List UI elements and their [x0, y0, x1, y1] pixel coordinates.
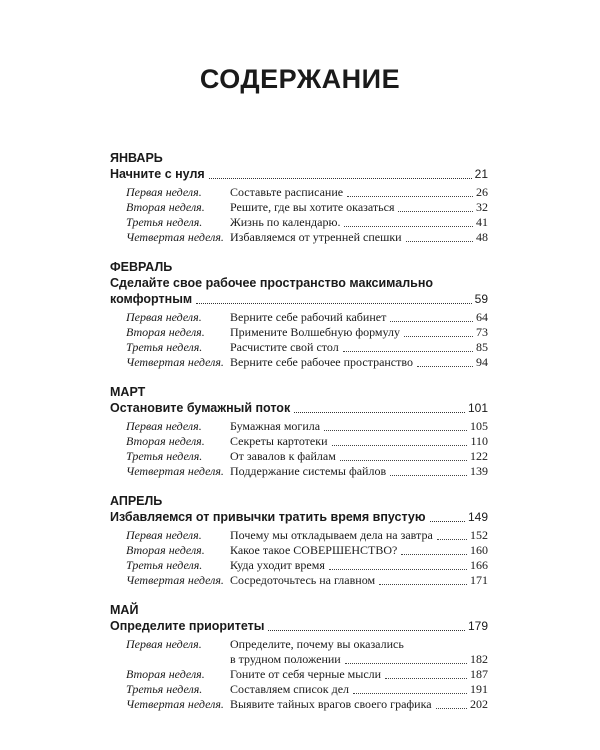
dot-leader: [406, 230, 473, 242]
page-number: 94: [476, 355, 488, 369]
lesson-title: Гоните от себя черные мысли: [230, 667, 382, 681]
section-january: [110, 150, 488, 245]
lesson-title: Выявите тайных врагов своего графика: [230, 697, 432, 711]
toc-row[interactable]: [110, 528, 488, 543]
dot-leader: [430, 509, 465, 522]
week-label: Третья неделя.: [126, 558, 203, 572]
page-number: 48: [476, 230, 488, 244]
dot-leader: [404, 325, 473, 337]
dot-leader: [329, 558, 467, 570]
dot-leader: [196, 291, 472, 304]
page-number: 182: [470, 652, 488, 666]
toc-row[interactable]: [110, 200, 488, 215]
lesson-title: Верните себе рабочий кабинет: [230, 310, 387, 324]
dot-leader: [385, 667, 467, 679]
page-number: 26: [476, 185, 488, 199]
dot-leader: [332, 434, 468, 446]
page-number: 21: [474, 167, 488, 181]
lesson-title: Поддержание системы файлов: [230, 464, 387, 478]
lesson-title: Примените Волшебную формулу: [230, 325, 400, 339]
week-label: Первая неделя.: [126, 528, 202, 542]
chapter-title-line1[interactable]: Сделайте свое рабочее пространство максимально: [110, 276, 434, 290]
lesson-title: Куда уходит время: [230, 558, 325, 572]
lesson-title: Составляем список дел: [230, 682, 350, 696]
toc-row[interactable]: [110, 573, 488, 588]
lesson-title: Составьте расписание: [230, 185, 344, 199]
toc-row[interactable]: [110, 697, 488, 712]
dot-leader: [417, 355, 473, 367]
page-number: 122: [470, 449, 488, 463]
section-february: [110, 259, 488, 370]
chapter-entry[interactable]: [110, 509, 488, 525]
page-number: 110: [470, 434, 488, 448]
page-number: 59: [474, 292, 488, 306]
week-label: Первая неделя.: [126, 419, 202, 433]
dot-leader: [379, 573, 467, 585]
toc-row[interactable]: [110, 543, 488, 558]
page-number: 64: [476, 310, 488, 324]
dot-leader: [353, 682, 467, 694]
week-label: Вторая неделя.: [126, 543, 205, 557]
page-number: 139: [470, 464, 488, 478]
dot-leader: [294, 400, 465, 413]
page-title: СОДЕРЖАНИЕ: [199, 64, 401, 94]
toc-row[interactable]: [110, 230, 488, 245]
dot-leader: [344, 215, 473, 227]
dot-leader: [390, 464, 467, 476]
chapter-title-line2: комфортным: [110, 292, 193, 306]
section-may: [110, 602, 488, 712]
week-label: Вторая неделя.: [126, 667, 205, 681]
week-label: Третья неделя.: [126, 449, 203, 463]
week-label: Первая неделя.: [126, 637, 202, 651]
week-label: Четвертая неделя.: [126, 355, 224, 369]
lesson-title: От завалов к файлам: [230, 449, 336, 463]
page-number: 160: [470, 543, 488, 557]
week-label: Третья неделя.: [126, 215, 203, 229]
lesson-title: Жизнь по календарю.: [230, 215, 341, 229]
lesson-title: Секреты картотеки: [230, 434, 328, 448]
dot-leader: [324, 419, 467, 431]
dot-leader: [401, 543, 467, 555]
toc-row[interactable]: [110, 464, 488, 479]
month-heading: АПРЕЛЬ: [110, 494, 163, 508]
month-heading: МАЙ: [110, 603, 139, 617]
page-number: 85: [476, 340, 488, 354]
dot-leader: [343, 340, 473, 352]
section-march: [110, 384, 488, 479]
dot-leader: [345, 652, 467, 664]
month-heading: ЯНВАРЬ: [110, 151, 163, 165]
week-label: Вторая неделя.: [126, 434, 205, 448]
week-label: Четвертая неделя.: [126, 464, 224, 478]
week-label: Вторая неделя.: [126, 325, 205, 339]
table-of-contents: [110, 150, 488, 726]
page-number: 105: [470, 419, 488, 433]
chapter-entry[interactable]: [110, 166, 488, 182]
toc-row[interactable]: [110, 558, 488, 573]
chapter-entry[interactable]: [110, 291, 488, 307]
lesson-title: Избавляемся от утренней спешки: [230, 230, 402, 244]
lesson-title: Какое такое СОВЕРШЕНСТВО?: [230, 543, 398, 557]
toc-row[interactable]: [110, 355, 488, 370]
page-number: 32: [476, 200, 488, 214]
toc-row[interactable]: [110, 667, 488, 682]
toc-row[interactable]: [110, 185, 488, 200]
month-heading: МАРТ: [110, 385, 146, 399]
page-number: 41: [476, 215, 488, 229]
page-number: 149: [467, 510, 488, 524]
dot-leader: [390, 310, 473, 322]
toc-row[interactable]: [110, 215, 488, 230]
lesson-title: Решите, где вы хотите оказаться: [230, 200, 395, 214]
page-number: 171: [470, 573, 488, 587]
lesson-title: Сосредоточьтесь на главном: [230, 573, 376, 587]
chapter-entry[interactable]: [110, 400, 488, 416]
page-number: 166: [470, 558, 488, 572]
dot-leader: [436, 697, 467, 709]
dot-leader: [437, 528, 467, 540]
section-april: [110, 493, 488, 588]
toc-row[interactable]: [110, 434, 488, 449]
week-label: Вторая неделя.: [126, 200, 205, 214]
lesson-title-line2: в трудном положении: [230, 652, 341, 666]
toc-row[interactable]: [110, 325, 488, 340]
week-label: Первая неделя.: [126, 310, 202, 324]
lesson-title: Верните себе рабочее пространство: [230, 355, 413, 369]
dot-leader: [340, 449, 467, 461]
week-label: Первая неделя.: [126, 185, 202, 199]
page-number: 191: [470, 682, 488, 696]
week-label: Четвертая неделя.: [126, 230, 224, 244]
week-label: Третья неделя.: [126, 682, 203, 696]
toc-row[interactable]: [110, 340, 488, 355]
chapter-title: Начните с нуля: [110, 167, 205, 181]
page-number: 73: [476, 325, 488, 339]
dot-leader: [398, 200, 473, 212]
lesson-title: Бумажная могила: [230, 419, 321, 433]
chapter-entry[interactable]: [110, 618, 488, 634]
toc-row[interactable]: [110, 682, 488, 697]
week-label: Четвертая неделя.: [126, 573, 224, 587]
toc-row[interactable]: [110, 637, 488, 667]
toc-row[interactable]: [110, 310, 488, 325]
toc-row[interactable]: [110, 449, 488, 464]
month-heading: ФЕВРАЛЬ: [110, 260, 173, 274]
chapter-title: Остановите бумажный поток: [110, 401, 291, 415]
week-label: Третья неделя.: [126, 340, 203, 354]
page-number: 202: [470, 697, 488, 711]
toc-row[interactable]: [110, 419, 488, 434]
lesson-title: Почему мы откладываем дела на завтра: [230, 528, 433, 542]
page-number: 187: [470, 667, 488, 681]
page-number: 179: [467, 619, 488, 633]
lesson-title-line1: Определите, почему вы оказались: [230, 637, 404, 651]
dot-leader: [209, 166, 472, 179]
dot-leader: [347, 185, 473, 197]
page-number: 101: [467, 401, 488, 415]
dot-leader: [268, 618, 465, 631]
week-label: Четвертая неделя.: [126, 697, 224, 711]
chapter-title: Определите приоритеты: [110, 619, 265, 633]
lesson-title: Расчистите свой стол: [230, 340, 339, 354]
page-number: 152: [470, 528, 488, 542]
chapter-title: Избавляемся от привычки тратить время впустую: [110, 510, 426, 524]
